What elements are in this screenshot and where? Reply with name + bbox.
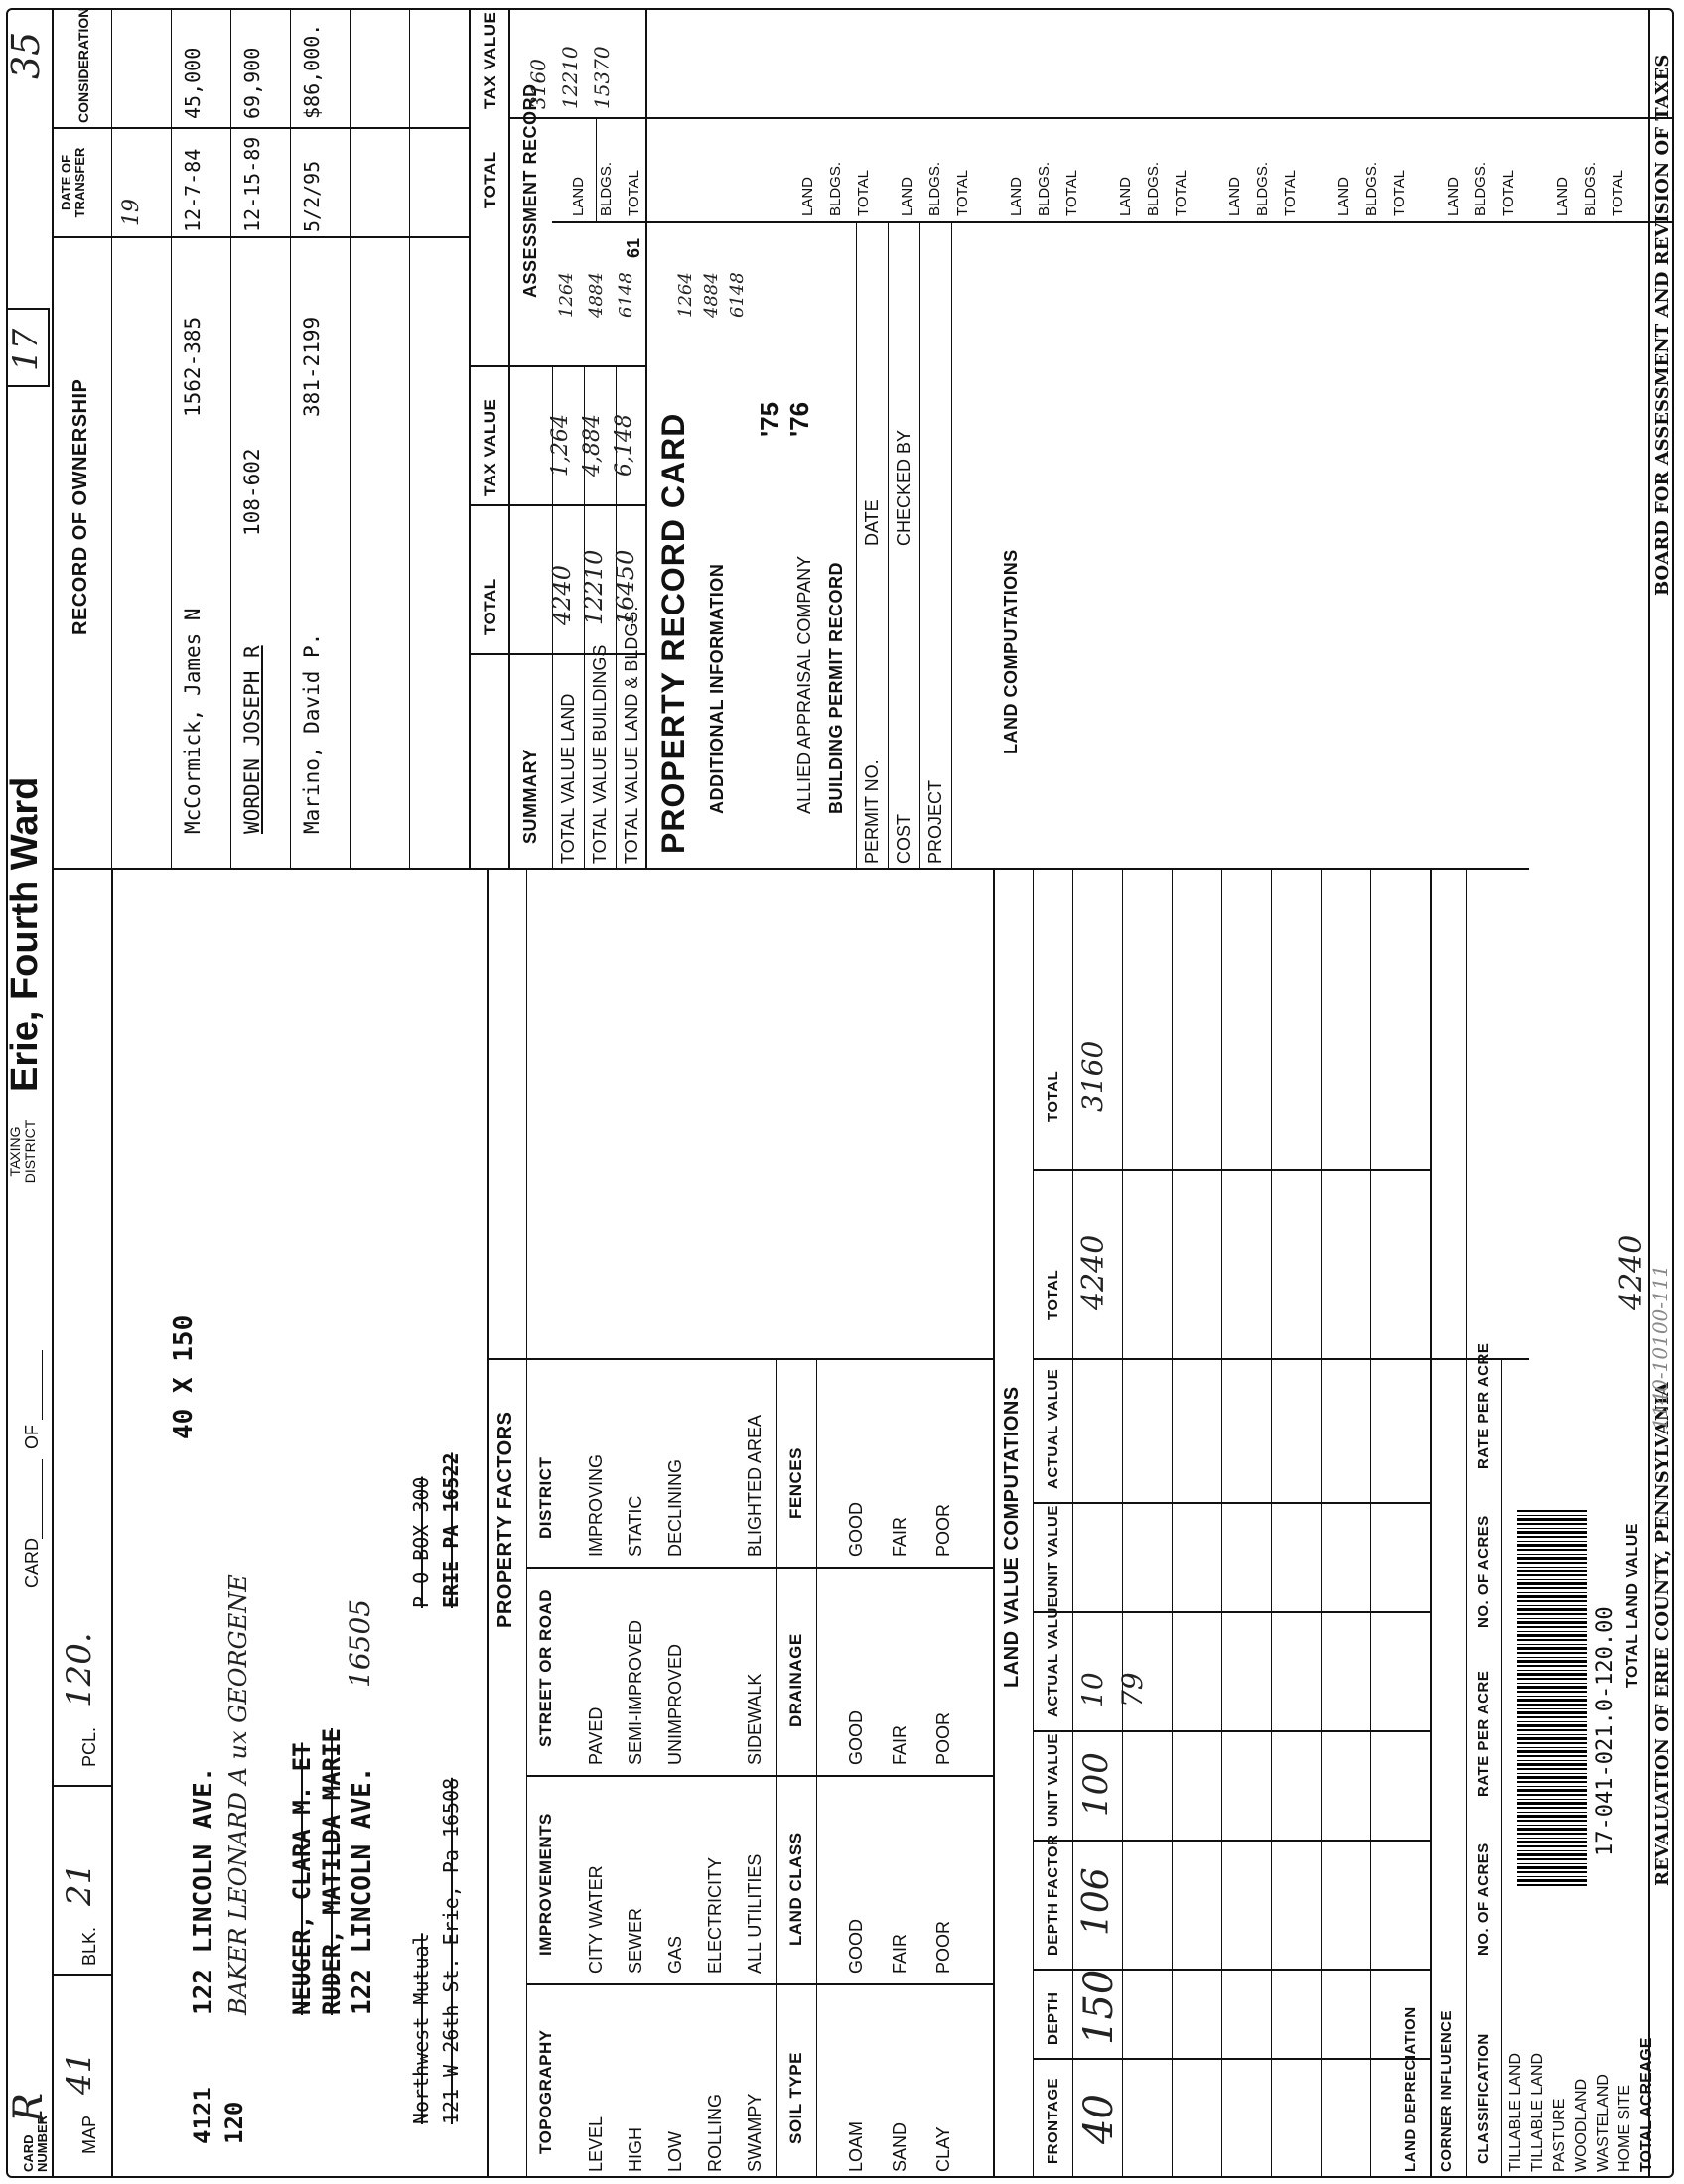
asmt-g4-land: LAND xyxy=(899,176,915,216)
ownership-consideration-2: 69,900 xyxy=(240,47,264,119)
asmt-g4-total: TOTAL xyxy=(954,170,971,216)
asmt-g5-total: TOTAL xyxy=(1063,170,1080,216)
fences-poor: POOR xyxy=(933,1503,953,1557)
ownership-date-3: 5/2/95 xyxy=(300,160,324,232)
lvc-h-frontage: FRONTAGE xyxy=(1045,2077,1061,2164)
summary-total-bldgs: 12210 xyxy=(580,549,608,625)
ownership-title: RECORD OF OWNERSHIP xyxy=(70,378,91,635)
assessment-title: ASSESSMENT RECORD xyxy=(520,83,540,298)
factor-col-2 xyxy=(526,1775,993,1777)
asmt-g8-total: TOTAL xyxy=(1391,170,1408,216)
appraisal-company: ALLIED APPRAISAL COMPANY xyxy=(794,555,814,814)
asmt-group-7 xyxy=(1221,162,1305,216)
footer-stamp: 1140-10100-111 xyxy=(1648,1264,1672,1430)
lvc-frontage: 40 xyxy=(1076,2094,1122,2144)
factor-head-soil: SOIL TYPE xyxy=(786,2052,805,2144)
permit-field-date: DATE xyxy=(862,499,882,546)
factors-mid-line xyxy=(776,1360,777,2178)
lvc-col-9 xyxy=(645,868,1529,870)
summary-col-3 xyxy=(469,365,645,367)
taxing-district-label: TAXING DISTRICT xyxy=(7,1119,38,1184)
map-value: 41 xyxy=(60,2051,99,2095)
summary-header-line xyxy=(508,8,510,870)
permit-line-1 xyxy=(856,223,857,870)
ownership-date-1: 12-7-84 xyxy=(181,148,205,232)
factors-title-line xyxy=(526,870,527,2178)
blk-value: 21 xyxy=(60,1862,99,1906)
soil-clay: CLAY xyxy=(933,2126,953,2172)
asmt-group-3 xyxy=(794,162,878,216)
summary-label-land: TOTAL VALUE LAND xyxy=(558,693,578,864)
lvc-unit-value: 100 xyxy=(1076,1752,1116,1817)
old-box: P O BOX 300 xyxy=(409,1476,433,1608)
topo-high: HIGH xyxy=(626,2127,645,2172)
improvements-items xyxy=(576,1854,774,1974)
asmt-lbl-land-1: LAND xyxy=(570,176,587,216)
asmt-r1 xyxy=(596,119,597,223)
lvc-row-line-1 xyxy=(1122,870,1123,2178)
impr-all: ALL UTILITIES xyxy=(745,1853,765,1974)
asmt-land-75: 1264 xyxy=(556,272,577,318)
asmt-g9-land: LAND xyxy=(1445,176,1462,216)
factors-top-line xyxy=(487,870,489,2178)
acre-total: TOTAL ACREAGE xyxy=(1638,2037,1655,2172)
street-blank xyxy=(695,1620,735,1765)
old-mortgage-1: Northwest Mutual xyxy=(409,1933,433,2124)
assessment-col-2 xyxy=(508,117,1674,119)
assessment-year-75: '75 xyxy=(755,401,784,437)
asmt-g10-total: TOTAL xyxy=(1610,170,1626,216)
permit-field-checked: CHECKED BY xyxy=(894,429,913,546)
acre-woodland: WOODLAND xyxy=(1573,2078,1590,2172)
land-computations-label: LAND COMPUTATIONS xyxy=(1001,549,1021,754)
asmt-g7-total: TOTAL xyxy=(1282,170,1299,216)
asmt-g7-bldgs: BLDGS. xyxy=(1254,161,1271,216)
asmt-total-76: 6148 xyxy=(727,272,748,318)
own-row-line-6 xyxy=(409,8,410,870)
factor-head-district: DISTRICT xyxy=(536,1456,555,1539)
asmt-g9-bldgs: BLDGS. xyxy=(1473,161,1489,216)
own-row-line-1 xyxy=(111,8,112,870)
summary-total-land: 4240 xyxy=(548,564,576,625)
asmt-year-prefix: 61 xyxy=(624,237,643,258)
asmt-g3-land: LAND xyxy=(799,176,816,216)
lvc-row-line-6 xyxy=(1370,870,1371,2178)
ownership-consideration-3: $86,000. xyxy=(300,23,324,119)
pcl-value: 120. xyxy=(60,1632,99,1707)
property-address: 122 LINCOLN AVE. xyxy=(189,1766,218,2015)
factors-head2-line xyxy=(816,1360,817,2178)
summary-title: SUMMARY xyxy=(520,749,540,844)
soil-loam: LOAM xyxy=(846,2120,866,2172)
asmt-group-9 xyxy=(1440,162,1523,216)
permit-title: BUILDING PERMIT RECORD xyxy=(826,562,846,814)
header-divider xyxy=(52,8,54,2178)
ownership-name-3: Marino, David P. xyxy=(300,632,324,834)
asmt-g4-bldgs: BLDGS. xyxy=(926,161,943,216)
card-of-line xyxy=(42,1350,43,1420)
lvc-total-2: 3160 xyxy=(1076,1040,1109,1112)
sheet-number: 35 xyxy=(4,31,48,79)
pcl-label: PCL. xyxy=(79,1726,99,1767)
handwritten-owner: BAKER LEONARD A ux GEORGENE xyxy=(224,1574,252,2015)
own-bottom-line xyxy=(469,8,471,870)
asmt-g6-land: LAND xyxy=(1117,176,1134,216)
mail-address: 122 LINCOLN AVE. xyxy=(348,1766,377,2015)
lvc-h-actual2: ACTUAL VALUE xyxy=(1045,1368,1061,1489)
lvc-h-depth: DEPTH xyxy=(1045,1991,1061,2045)
prc-top-line xyxy=(645,8,647,870)
map-divider xyxy=(52,1974,111,1976)
lot-dimensions: 40 X 150 xyxy=(169,1314,199,1439)
topography-items xyxy=(576,2094,774,2172)
acre-h-class: CLASSIFICATION xyxy=(1475,2033,1492,2164)
date-transfer-label: DATE OF TRANSFER xyxy=(59,147,87,218)
summary-tax-land: 1,264 xyxy=(548,414,573,477)
asmt-g7-land: LAND xyxy=(1226,176,1243,216)
mail-zip: 16505 xyxy=(344,1598,376,1688)
history-value-2: 12210 xyxy=(558,46,582,109)
street-paved: PAVED xyxy=(586,1706,606,1765)
lvc-h-depthfactor: DEPTH FACTOR xyxy=(1045,1834,1061,1956)
acre-tillable-1: TILLABLE LAND xyxy=(1507,2052,1524,2172)
lvc-total: 4240 xyxy=(1076,1234,1111,1310)
ownership-name-2: WORDEN JOSEPH R xyxy=(240,645,264,834)
map-label: MAP xyxy=(79,2115,99,2154)
history-tax-label: TAX VALUE xyxy=(481,11,499,109)
old-city: ERIE PA 16522 xyxy=(439,1452,463,1608)
soil-sand: SAND xyxy=(890,2121,910,2172)
acre-pasture: PASTURE xyxy=(1551,2098,1568,2172)
land-depreciation-label: LAND DEPRECIATION xyxy=(1402,2006,1419,2172)
lvc-row-line-5 xyxy=(1321,870,1322,2178)
summary-col-1 xyxy=(469,653,645,655)
asmt-g3-bldgs: BLDGS. xyxy=(827,161,844,216)
drainage-items xyxy=(834,1710,965,1765)
ownership-ref-3: 381-2199 xyxy=(300,316,324,417)
factors-title: PROPERTY FACTORS xyxy=(494,1411,516,1628)
lvc-col-7 xyxy=(1033,1358,1529,1360)
history-total-label: TOTAL xyxy=(481,151,499,208)
taxing-district-value: Erie, Fourth Ward xyxy=(4,776,46,1092)
consideration-label: CONSIDERATION xyxy=(75,7,91,123)
lvc-h-actual1: ACTUAL VALUE xyxy=(1045,1596,1061,1717)
blk-label: BLK. xyxy=(79,1926,99,1966)
asmt-group-6 xyxy=(1112,162,1195,216)
asmt-land-76: 1264 xyxy=(675,272,696,318)
landclass-good: GOOD xyxy=(846,1918,866,1974)
lvc-h-unit1: UNIT VALUE xyxy=(1045,1733,1061,1827)
old-owner-2: RUDER, MATILDA MARIE xyxy=(318,1728,346,2015)
permit-line-4 xyxy=(951,223,952,870)
asmt-bldgs-76: 4884 xyxy=(701,272,722,318)
ownership-name-1: McCormick, James N xyxy=(181,608,205,834)
lvc-actual-value-2: 79 xyxy=(1116,1672,1149,1707)
card-border xyxy=(6,8,1674,2178)
lvc-bottom-line xyxy=(1430,870,1432,2178)
topo-rolling: ROLLING xyxy=(705,2093,725,2172)
impr-gas: GAS xyxy=(665,1935,685,1974)
factor-head-improvements: IMPROVEMENTS xyxy=(536,1813,555,1956)
permit-field-project: PROJECT xyxy=(925,779,945,864)
card-of-label: OF xyxy=(22,1425,42,1449)
total-land-value-label: TOTAL LAND VALUE xyxy=(1624,1523,1641,1688)
impr-water: CITY WATER xyxy=(586,1865,606,1974)
drainage-poor: POOR xyxy=(933,1711,953,1765)
topo-swampy: SWAMPY xyxy=(745,2093,765,2172)
asmt-g9-total: TOTAL xyxy=(1500,170,1517,216)
card-label: CARD xyxy=(22,1537,42,1588)
soil-items xyxy=(834,2121,965,2172)
fences-fair: FAIR xyxy=(890,1516,910,1557)
permit-field-no: PERMIT NO. xyxy=(862,759,882,864)
summary-col-2 xyxy=(469,504,645,506)
asmt-g5-land: LAND xyxy=(1008,176,1025,216)
lvc-head-line xyxy=(1072,870,1073,2178)
acre-head-bottom xyxy=(1501,1360,1502,2178)
impr-sewer: SEWER xyxy=(626,1907,645,1974)
district-blank xyxy=(695,1415,735,1557)
lvc-title-line xyxy=(1033,870,1034,2178)
factor-head-landclass: LAND CLASS xyxy=(786,1832,805,1946)
asmt-total-75: 6148 xyxy=(616,272,636,318)
own-row-line-4 xyxy=(290,8,291,870)
street-items xyxy=(576,1620,774,1765)
acreage-items xyxy=(1505,2038,1658,2172)
street-semi: SEMI-IMPROVED xyxy=(626,1619,645,1765)
landclass-poor: POOR xyxy=(933,1920,953,1974)
asmt-lbl-total-1: TOTAL xyxy=(626,170,642,216)
total-land-value: 4240 xyxy=(1614,1234,1649,1310)
topo-low: LOW xyxy=(665,2130,685,2172)
lvc-depth: 150 xyxy=(1076,1969,1122,2045)
factor-head-street: STREET OR ROAD xyxy=(536,1588,555,1747)
impr-electricity: ELECTRICITY xyxy=(705,1856,725,1974)
lvc-title: LAND VALUE COMPUTATIONS xyxy=(1001,1386,1023,1688)
factor-head-topography: TOPOGRAPHY xyxy=(536,2029,555,2154)
asmt-bldgs-75: 4884 xyxy=(586,272,607,318)
old-mortgage-2: 121 W 26th St. Erie, Pa 16508 xyxy=(439,1777,463,2124)
asmt-group-10 xyxy=(1549,162,1632,216)
district-declining: DECLINING xyxy=(665,1458,685,1557)
assessment-year-76: '76 xyxy=(784,401,814,437)
history-value-3: 15370 xyxy=(590,46,614,109)
asmt-g10-bldgs: BLDGS. xyxy=(1582,161,1599,216)
district-improving: IMPROVING xyxy=(586,1453,606,1557)
parcel-id-1: 4121 xyxy=(189,2087,216,2144)
asmt-group-4 xyxy=(894,162,977,216)
permit-line-3 xyxy=(919,223,920,870)
history-value-1: 3160 xyxy=(526,59,550,109)
lvc-row-line-3 xyxy=(1221,870,1222,2178)
ownership-ref-1: 1562-385 xyxy=(181,316,205,417)
drainage-fair: FAIR xyxy=(890,1724,910,1765)
assessment-col-1 xyxy=(552,221,1674,223)
summary-label-bldgs: TOTAL VALUE BUILDINGS xyxy=(590,644,610,864)
drainage-good: GOOD xyxy=(846,1709,866,1765)
factor-col-4 xyxy=(487,1358,993,1360)
acre-wasteland: WASTELAND xyxy=(1595,2074,1612,2172)
parcel-id-2: 120 xyxy=(220,2101,248,2144)
corner-influence-label: CORNER INFLUENCE xyxy=(1438,2009,1455,2172)
card-number-label: CARD NUMBER xyxy=(21,2115,50,2172)
asmt-g5-bldgs: BLDGS. xyxy=(1036,161,1052,216)
summary-tax-bldgs: 4,884 xyxy=(580,414,605,477)
street-sidewalk: SIDEWALK xyxy=(745,1673,765,1765)
ownership-date-col xyxy=(52,236,469,238)
barcode-text: 17-041-021.0-120.00 xyxy=(1593,1606,1617,1856)
card-line xyxy=(42,1459,43,1539)
factor-head-drainage: DRAINAGE xyxy=(786,1633,805,1727)
own-row-line-3 xyxy=(230,8,231,870)
district-static: STATIC xyxy=(626,1495,645,1557)
fences-good: GOOD xyxy=(846,1501,866,1557)
permit-line-2 xyxy=(888,223,889,870)
summary-total-all: 16450 xyxy=(612,549,639,625)
lvc-h-unit2: UNIT VALUE xyxy=(1045,1505,1061,1598)
blk-divider xyxy=(52,1785,111,1787)
lvc-h-total1: TOTAL xyxy=(1045,1269,1061,1320)
barcode xyxy=(1517,1509,1587,1886)
summary-total-label: TOTAL xyxy=(481,578,499,635)
permit-field-cost: COST xyxy=(894,813,913,864)
old-owner-1: NEUGER, CLARA M. ET xyxy=(288,1742,316,2015)
lvc-row-line-4 xyxy=(1271,870,1272,2178)
asmt-lbl-bldgs-1: BLDGS. xyxy=(598,161,615,216)
ownership-date-2: 12-15-89 xyxy=(240,136,264,232)
acre-h-rate1: RATE PER ACRE xyxy=(1475,1670,1492,1797)
ownership-consid-col xyxy=(52,127,469,129)
acre-head-top xyxy=(1466,870,1467,2178)
footer-line xyxy=(1648,8,1650,2178)
additional-info-title: ADDITIONAL INFORMATION xyxy=(707,563,727,814)
card-number-value: R xyxy=(6,2092,52,2122)
asmt-g8-land: LAND xyxy=(1335,176,1352,216)
card-no-value: 17 xyxy=(6,328,46,371)
ownership-consideration-1: 45,000 xyxy=(181,47,205,119)
asmt-g10-land: LAND xyxy=(1554,176,1571,216)
lvc-h-total2: TOTAL xyxy=(1045,1070,1061,1122)
footer-right: BOARD FOR ASSESSMENT AND REVISION OF TAXES xyxy=(1652,54,1673,596)
factor-col-3 xyxy=(526,1567,993,1569)
asmt-g3-total: TOTAL xyxy=(855,170,872,216)
ownership-left-border xyxy=(52,868,645,870)
footer-left: REVALUATION OF ERIE COUNTY, PENNSYLVANIA xyxy=(1652,1382,1673,1886)
district-items xyxy=(576,1415,774,1557)
own-row-line-2 xyxy=(171,8,172,870)
factor-head-fences: FENCES xyxy=(786,1447,805,1519)
asmt-g6-total: TOTAL xyxy=(1173,170,1190,216)
lvc-top-line xyxy=(993,870,995,2178)
lvc-depth-factor: 106 xyxy=(1076,1867,1117,1936)
ownership-date-0: 19 xyxy=(119,199,144,226)
landclass-items xyxy=(834,1919,965,1974)
prc-title: PROPERTY RECORD CARD xyxy=(655,412,691,854)
acre-tillable-2: TILLABLE LAND xyxy=(1529,2052,1546,2172)
landclass-fair: FAIR xyxy=(890,1933,910,1974)
summary-tax-label: TAX VALUE xyxy=(481,398,499,496)
summary-label-total: TOTAL VALUE LAND & BLDGS. xyxy=(622,606,641,864)
topo-level: LEVEL xyxy=(586,2116,606,2172)
lvc-row-line-2 xyxy=(1172,870,1173,2178)
asmt-g8-bldgs: BLDGS. xyxy=(1363,161,1380,216)
parcel-divider xyxy=(111,870,113,2178)
district-blighted: BLIGHTED AREA xyxy=(745,1414,765,1557)
summary-tax-all: 6,148 xyxy=(612,414,636,477)
acre-h-acres1: NO. OF ACRES xyxy=(1475,1843,1492,1956)
acre-h-rate2: RATE PER ACRE xyxy=(1475,1342,1492,1469)
asmt-g6-bldgs: BLDGS. xyxy=(1145,161,1162,216)
own-row-line-5 xyxy=(350,8,351,870)
factor-col-1 xyxy=(526,1983,993,1985)
lvc-actual-value: 10 xyxy=(1076,1672,1109,1707)
asmt-group-5 xyxy=(1003,162,1086,216)
street-unimproved: UNIMPROVED xyxy=(665,1643,685,1765)
ownership-ref-2: 108-602 xyxy=(240,448,264,536)
acre-h-acres2: NO. OF ACRES xyxy=(1475,1515,1492,1628)
asmt-group-8 xyxy=(1331,162,1414,216)
fences-items xyxy=(834,1502,965,1557)
acre-homesite: HOME SITE xyxy=(1616,2084,1633,2172)
